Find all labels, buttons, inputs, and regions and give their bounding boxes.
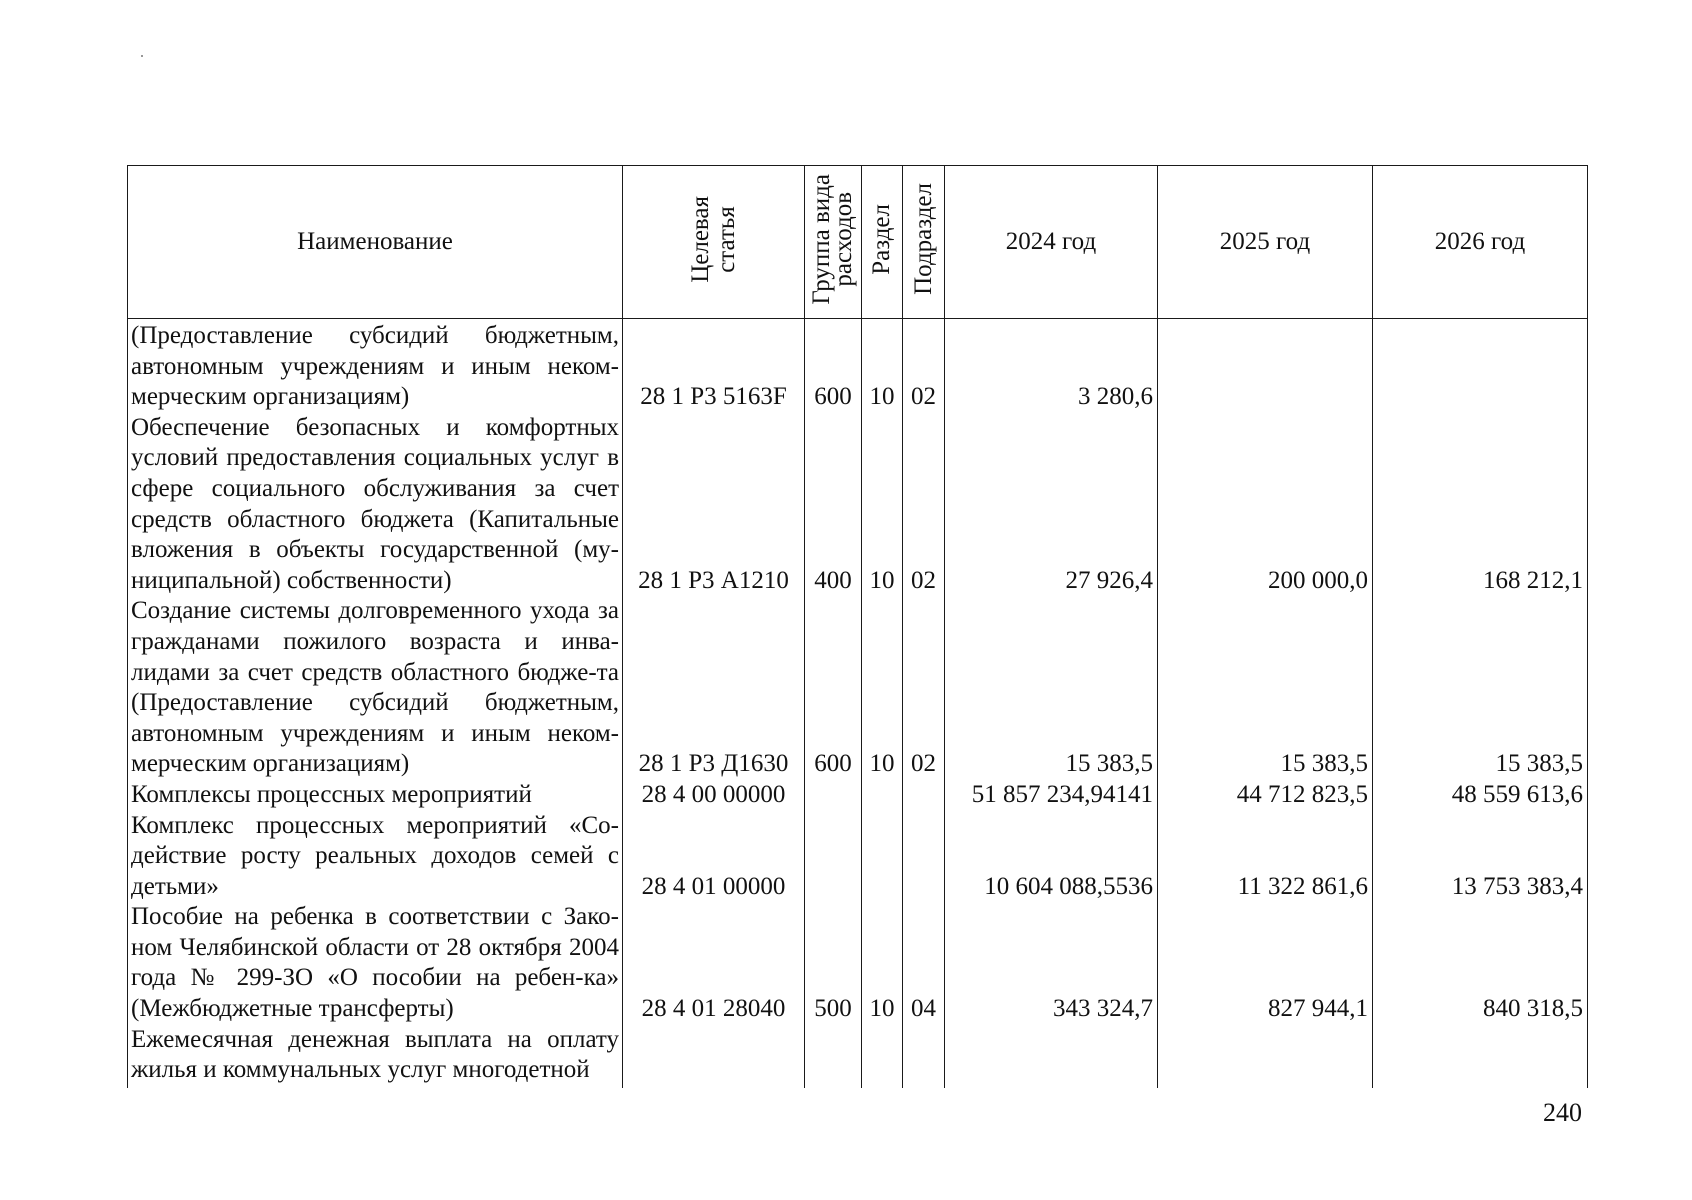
row-expense-group xyxy=(805,780,862,811)
row-name: Комплекс процессных мероприятий «Со-действие росту реальных доходов семей с детьми» xyxy=(128,811,623,903)
row-target-article: 28 4 00 00000 xyxy=(623,780,805,811)
table-row xyxy=(128,413,1588,597)
row-amount-2025 xyxy=(1158,1025,1373,1088)
row-amount-2026 xyxy=(1373,1025,1588,1088)
table-row xyxy=(128,780,1588,811)
row-expense-group xyxy=(805,811,862,903)
header-section xyxy=(862,166,903,319)
row-amount-2024: 15 383,5 xyxy=(945,596,1158,780)
table-row xyxy=(128,596,1588,780)
row-section: 10 xyxy=(862,413,903,597)
row-section xyxy=(862,780,903,811)
header-subsection-label: Подраздел xyxy=(909,183,937,295)
row-amount-2025 xyxy=(1158,319,1373,413)
row-subsection: 02 xyxy=(903,413,945,597)
row-subsection xyxy=(903,811,945,903)
header-expense-group xyxy=(805,166,862,319)
table-row xyxy=(128,1025,1588,1088)
row-amount-2024: 10 604 088,5536 xyxy=(945,811,1158,903)
row-target-article: 28 4 01 00000 xyxy=(623,811,805,903)
row-amount-2026: 168 212,1 xyxy=(1373,413,1588,597)
row-amount-2025: 11 322 861,6 xyxy=(1158,811,1373,903)
header-name: Наименование xyxy=(128,166,623,319)
row-name: Ежемесячная денежная выплата на оплату жилья и коммунальных услуг многодетной xyxy=(128,1025,623,1088)
table-body xyxy=(128,319,1588,1088)
row-target-article: 28 1 Р3 5163F xyxy=(623,319,805,413)
header-subsection xyxy=(903,166,945,319)
row-target-article: 28 1 Р3 Д1630 xyxy=(623,596,805,780)
row-amount-2025: 44 712 823,5 xyxy=(1158,780,1373,811)
row-subsection xyxy=(903,780,945,811)
row-subsection: 04 xyxy=(903,902,945,1024)
row-amount-2025: 827 944,1 xyxy=(1158,902,1373,1024)
row-expense-group: 400 xyxy=(805,413,862,597)
row-name: Пособие на ребенка в соответствии с Зако-ном Челябинской области от 28 октября 2004 года № 299-ЗО «О пособии на ребен-ка» (Межбюджетные трансферты) xyxy=(128,902,623,1024)
row-amount-2024: 3 280,6 xyxy=(945,319,1158,413)
header-expense-group-label: Группа вида расходов xyxy=(808,173,857,305)
table-row xyxy=(128,319,1588,413)
row-amount-2026: 13 753 383,4 xyxy=(1373,811,1588,903)
row-expense-group: 600 xyxy=(805,319,862,413)
header-section-label: Раздел xyxy=(868,203,895,275)
row-amount-2026: 15 383,5 xyxy=(1373,596,1588,780)
row-amount-2024 xyxy=(945,1025,1158,1088)
row-section: 10 xyxy=(862,596,903,780)
header-target-article-label: Целевая статья xyxy=(686,195,740,283)
row-section xyxy=(862,1025,903,1088)
row-section xyxy=(862,811,903,903)
row-subsection: 02 xyxy=(903,596,945,780)
row-target-article xyxy=(623,1025,805,1088)
header-year-2025: 2025 год xyxy=(1158,166,1373,319)
header-year-2024: 2024 год xyxy=(945,166,1158,319)
row-name: Комплексы процессных мероприятий xyxy=(128,780,623,811)
row-amount-2025: 15 383,5 xyxy=(1158,596,1373,780)
row-amount-2026: 840 318,5 xyxy=(1373,902,1588,1024)
header-year-2026: 2026 год xyxy=(1373,166,1588,319)
row-amount-2025: 200 000,0 xyxy=(1158,413,1373,597)
table-row xyxy=(128,902,1588,1024)
table-row xyxy=(128,811,1588,903)
row-expense-group: 600 xyxy=(805,596,862,780)
row-amount-2026 xyxy=(1373,319,1588,413)
budget-table xyxy=(127,165,1588,1088)
row-name: Обеспечение безопасных и комфортных условий предоставления социальных услуг в сфере социального обслуживания за счет средств областного бюджета (Капитальные вложения в объекты государственной (му-ниципальной) собственности) xyxy=(128,413,623,597)
row-target-article: 28 1 Р3 А1210 xyxy=(623,413,805,597)
row-expense-group: 500 xyxy=(805,902,862,1024)
row-section: 10 xyxy=(862,319,903,413)
row-amount-2026: 48 559 613,6 xyxy=(1373,780,1588,811)
row-subsection: 02 xyxy=(903,319,945,413)
row-subsection xyxy=(903,1025,945,1088)
row-expense-group xyxy=(805,1025,862,1088)
row-section: 10 xyxy=(862,902,903,1024)
header-target-article xyxy=(623,166,805,319)
row-name: (Предоставление субсидий бюджетным, автономным учреждениям и иным неком-мерческим организациям) xyxy=(128,319,623,413)
page-number: 240 xyxy=(1543,1098,1582,1127)
row-amount-2024: 27 926,4 xyxy=(945,413,1158,597)
row-name: Создание системы долговременного ухода за гражданами пожилого возраста и инва-лидами за счет средств областного бюдже-та (Предоставление субсидий бюджетным, автономным учреждениям и иным неком-мерческим организациям) xyxy=(128,596,623,780)
row-target-article: 28 4 01 28040 xyxy=(623,902,805,1024)
table-header xyxy=(128,166,1588,319)
row-amount-2024: 51 857 234,94141 xyxy=(945,780,1158,811)
scan-artifact-dot xyxy=(141,55,143,57)
row-amount-2024: 343 324,7 xyxy=(945,902,1158,1024)
header-row xyxy=(128,166,1588,319)
